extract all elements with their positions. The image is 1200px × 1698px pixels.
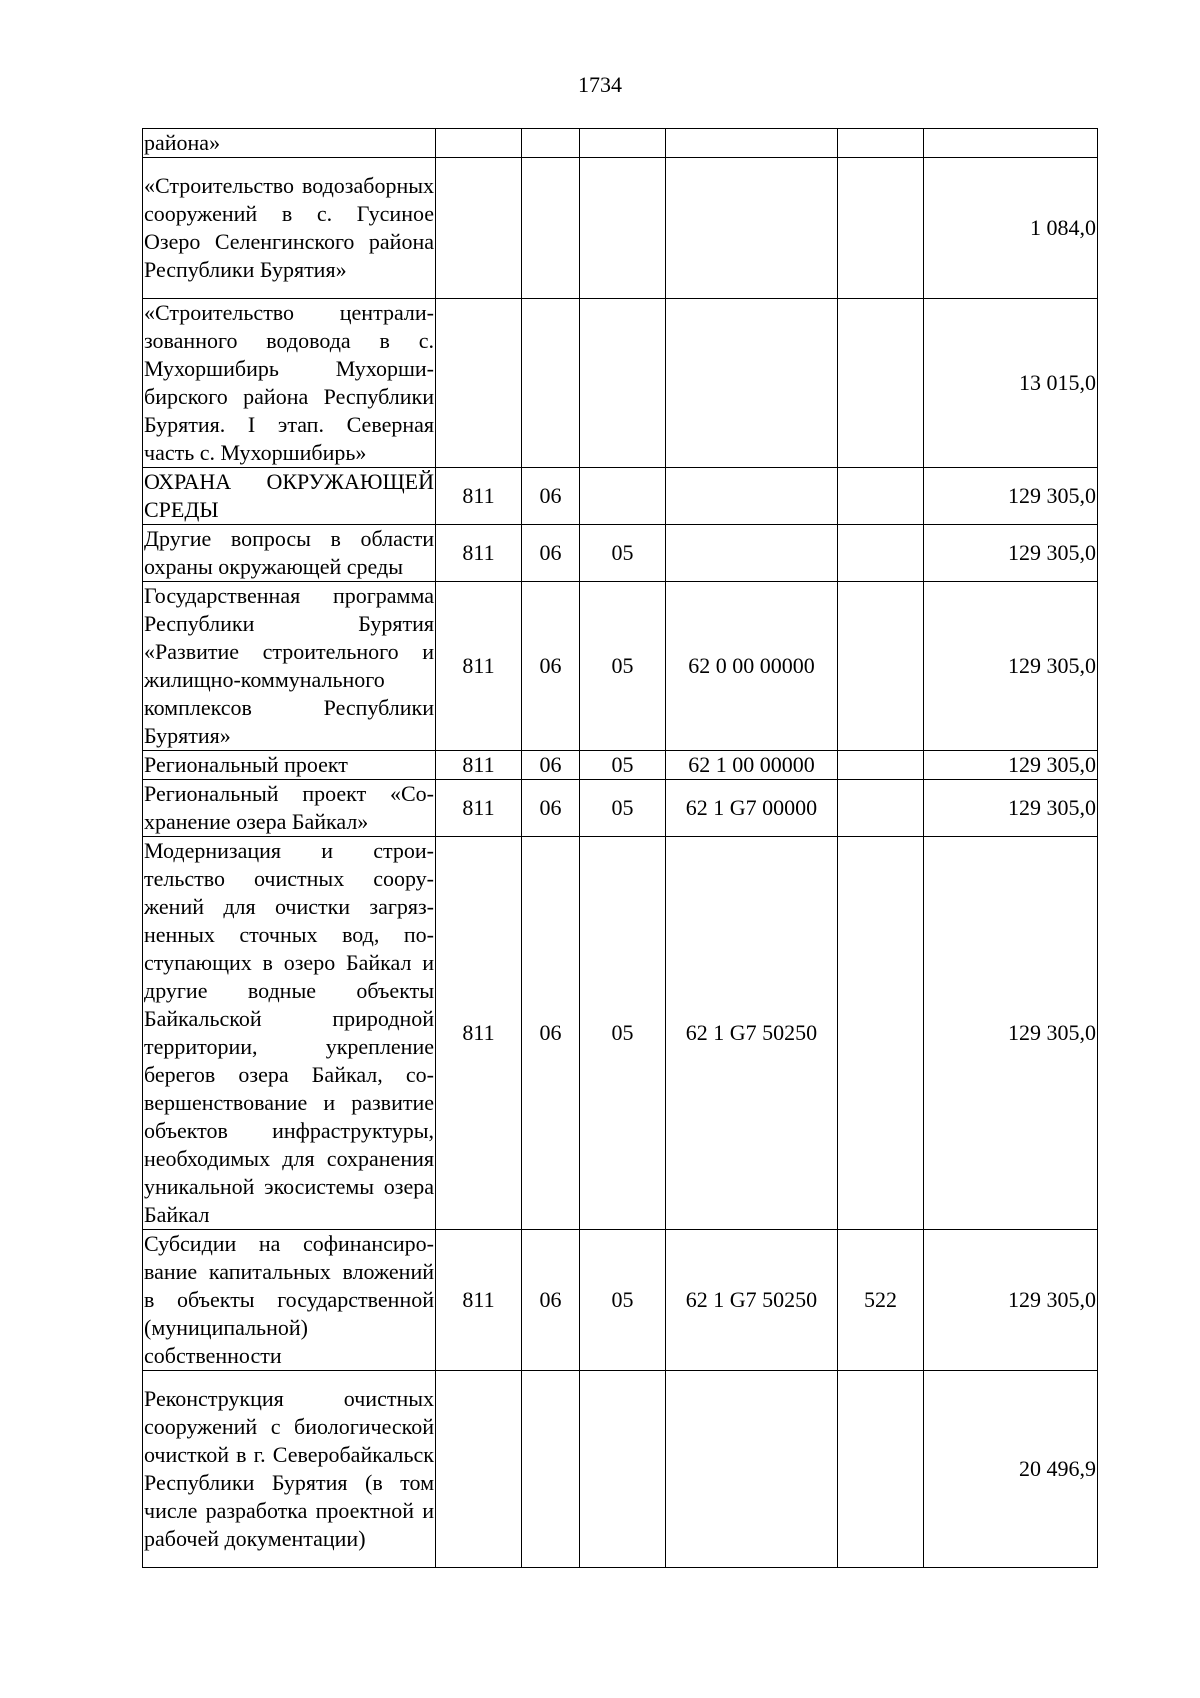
- subsection-code-cell: 05: [580, 837, 666, 1230]
- subsection-code-cell: [580, 129, 666, 158]
- target-article-cell: [666, 1371, 838, 1568]
- section-code-cell: 06: [522, 582, 580, 751]
- target-article-cell: [666, 525, 838, 582]
- expense-type-cell: [838, 837, 924, 1230]
- ministry-code-cell: 811: [436, 1230, 522, 1371]
- section-code-cell: 06: [522, 1230, 580, 1371]
- item-name-cell: Субсидии на софинансирование капитальных вложений в объекты государственной (муниципальной) собственности: [143, 1230, 436, 1371]
- target-article-cell: 62 0 00 00000: [666, 582, 838, 751]
- section-code-cell: 06: [522, 468, 580, 525]
- ministry-code-cell: 811: [436, 525, 522, 582]
- item-name-cell: «Строительство централизованного водовода в с. Мухоршибирь Мухоршибирского района Республики Бурятия. I этап. Северная часть с. Мухоршибирь»: [143, 299, 436, 468]
- target-article-cell: [666, 129, 838, 158]
- section-code-cell: [522, 129, 580, 158]
- amount-cell: 129 305,0: [924, 525, 1098, 582]
- expense-type-cell: [838, 751, 924, 780]
- item-name-cell: Региональный проект «Сохранение озера Байкал»: [143, 780, 436, 837]
- section-code-cell: 06: [522, 837, 580, 1230]
- amount-cell: 129 305,0: [924, 1230, 1098, 1371]
- amount-cell: 129 305,0: [924, 582, 1098, 751]
- expense-type-cell: [838, 468, 924, 525]
- item-name-cell: «Строительство водозаборных сооружений в с. Гусиное Озеро Селенгинского района Республики Бурятия»: [143, 158, 436, 299]
- expense-type-cell: [838, 158, 924, 299]
- amount-cell: 20 496,9: [924, 1371, 1098, 1568]
- expense-type-cell: [838, 299, 924, 468]
- amount-cell: 1 084,0: [924, 158, 1098, 299]
- subsection-code-cell: 05: [580, 525, 666, 582]
- item-name-cell: Реконструкция очистных сооружений с биологической очисткой в г. Северобайкальск Республики Бурятия (в том числе разработка проектной и рабочей документации): [143, 1371, 436, 1568]
- section-code-cell: [522, 1371, 580, 1568]
- table-row: [143, 468, 1098, 525]
- target-article-cell: 62 1 00 00000: [666, 751, 838, 780]
- item-name-cell: района»: [143, 129, 436, 158]
- ministry-code-cell: [436, 129, 522, 158]
- amount-cell: [924, 129, 1098, 158]
- amount-cell: 13 015,0: [924, 299, 1098, 468]
- subsection-code-cell: 05: [580, 751, 666, 780]
- section-code-cell: 06: [522, 525, 580, 582]
- amount-cell: 129 305,0: [924, 780, 1098, 837]
- table-row: [143, 1371, 1098, 1568]
- table-row: [143, 837, 1098, 1230]
- ministry-code-cell: 811: [436, 780, 522, 837]
- ministry-code-cell: [436, 158, 522, 299]
- expense-type-cell: [838, 780, 924, 837]
- item-name-cell: Региональный проект: [143, 751, 436, 780]
- subsection-code-cell: [580, 1371, 666, 1568]
- expense-type-cell: [838, 129, 924, 158]
- subsection-code-cell: [580, 468, 666, 525]
- subsection-code-cell: 05: [580, 780, 666, 837]
- expense-type-cell: [838, 525, 924, 582]
- ministry-code-cell: 811: [436, 751, 522, 780]
- amount-cell: 129 305,0: [924, 837, 1098, 1230]
- target-article-cell: 62 1 G7 50250: [666, 837, 838, 1230]
- table-row: [143, 129, 1098, 158]
- item-name-cell: Другие вопросы в области охраны окружающей среды: [143, 525, 436, 582]
- table-row: [143, 525, 1098, 582]
- amount-cell: 129 305,0: [924, 468, 1098, 525]
- item-name-cell: Государственная программа Республики Бурятия «Развитие строительного и жилищно-коммунального комплексов Республики Бурятия»: [143, 582, 436, 751]
- ministry-code-cell: [436, 299, 522, 468]
- section-code-cell: 06: [522, 780, 580, 837]
- subsection-code-cell: 05: [580, 582, 666, 751]
- expense-type-cell: 522: [838, 1230, 924, 1371]
- target-article-cell: 62 1 G7 00000: [666, 780, 838, 837]
- table-row: [143, 299, 1098, 468]
- ministry-code-cell: 811: [436, 837, 522, 1230]
- expense-type-cell: [838, 582, 924, 751]
- item-name-cell: ОХРАНА ОКРУЖАЮЩЕЙ СРЕДЫ: [143, 468, 436, 525]
- item-name-cell: Модернизация и строительство очистных сооружений для очистки загрязненных сточных вод, поступающих в озеро Байкал и другие водные объекты Байкальской природной территории, укрепление берегов озера Байкал, совершенствование и развитие объектов инфраструктуры, необходимых для сохранения уникальной экосистемы озера Байкал: [143, 837, 436, 1230]
- target-article-cell: [666, 299, 838, 468]
- ministry-code-cell: 811: [436, 582, 522, 751]
- expense-type-cell: [838, 1371, 924, 1568]
- budget-table: [142, 128, 1098, 1568]
- target-article-cell: [666, 468, 838, 525]
- table-row: [143, 780, 1098, 837]
- table-row: [143, 582, 1098, 751]
- ministry-code-cell: 811: [436, 468, 522, 525]
- table-row: [143, 158, 1098, 299]
- section-code-cell: [522, 299, 580, 468]
- subsection-code-cell: [580, 299, 666, 468]
- section-code-cell: [522, 158, 580, 299]
- subsection-code-cell: 05: [580, 1230, 666, 1371]
- subsection-code-cell: [580, 158, 666, 299]
- table-row: [143, 1230, 1098, 1371]
- target-article-cell: [666, 158, 838, 299]
- ministry-code-cell: [436, 1371, 522, 1568]
- table-row: [143, 751, 1098, 780]
- target-article-cell: 62 1 G7 50250: [666, 1230, 838, 1371]
- page-number: 1734: [578, 72, 622, 97]
- amount-cell: 129 305,0: [924, 751, 1098, 780]
- section-code-cell: 06: [522, 751, 580, 780]
